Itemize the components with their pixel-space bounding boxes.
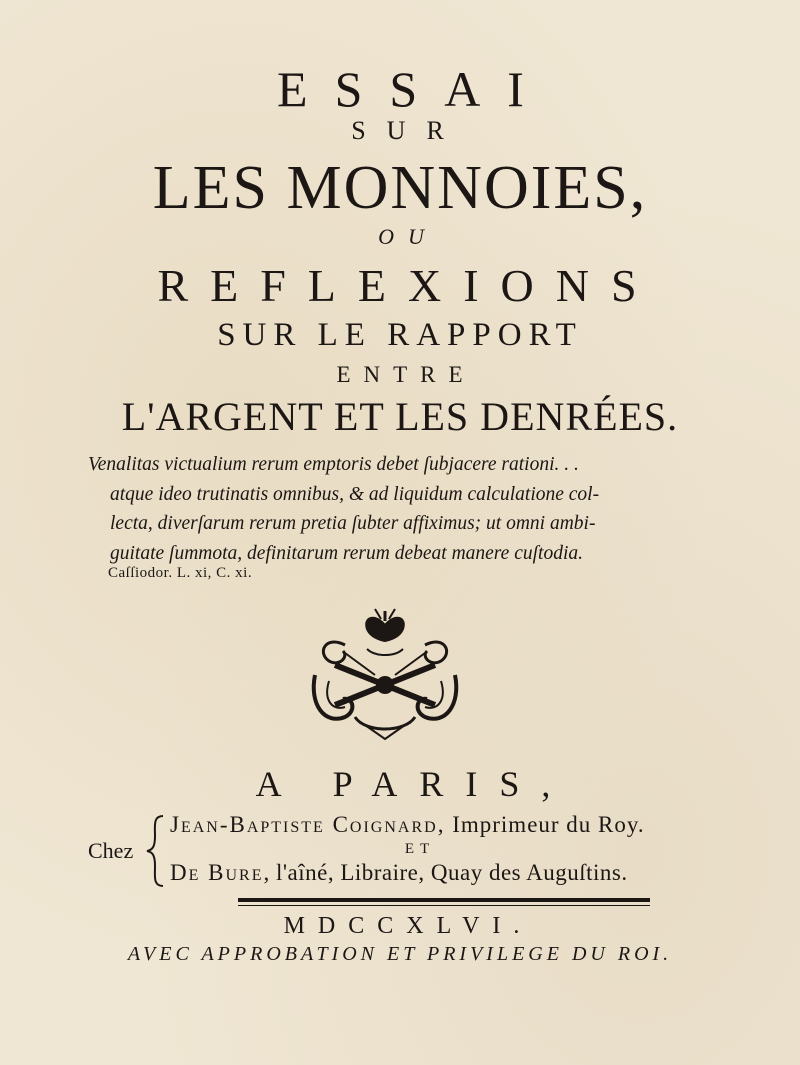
publisher-role: , l'aîné, Libraire, Quay des Auguſtins. — [263, 860, 628, 885]
title-argent: L'ARGENT ET LES DENRÉES. — [121, 394, 679, 439]
publisher-name: Jean-Baptiste Coignard, — [170, 812, 446, 837]
epigraph — [88, 450, 688, 568]
imprint-et: ET — [404, 841, 436, 857]
title-ou: OU — [378, 224, 438, 249]
publisher-coignard — [170, 812, 645, 838]
publisher-role: Imprimeur du Roy. — [445, 812, 645, 837]
imprint-approbation: AVEC APPROBATION ET PRIVILEGE DU ROI. — [127, 943, 673, 965]
title-sur: SUR — [351, 116, 465, 145]
imprint-place: A PARIS, — [255, 764, 573, 804]
imprint-date: MDCCXLVI. — [283, 913, 533, 939]
double-rule-thin — [238, 905, 650, 906]
title-entre: ENTRE — [336, 362, 476, 387]
publisher-de-bure — [170, 860, 628, 886]
epigraph-line: atque ideo trutinatis omnibus, & ad liquidum calculatione col- — [110, 483, 600, 505]
imprint-chez: Chez — [88, 838, 134, 863]
epigraph-line: Venalitas victualium rerum emptoris debet ſubjacere rationi. . . — [88, 454, 579, 475]
title-essai: ESSAI — [277, 61, 551, 117]
epigraph-citation: Caſſiodor. L. xi, C. xi. — [108, 565, 253, 581]
double-rule-thick — [238, 898, 650, 902]
epigraph-line: lecta, diverſarum rerum pretia ſubter affiximus; ut omni ambi- — [110, 513, 596, 534]
title-sur-le-rapport: SUR LE RAPPORT — [217, 317, 583, 353]
title-main: LES MONNOIES, — [152, 154, 648, 222]
publisher-name: De Bure — [170, 860, 264, 885]
printers-ornament-icon — [305, 605, 465, 745]
title-reflexions: REFLEXIONS — [157, 260, 659, 311]
epigraph-line: guitate ſummota, definitarum rerum debeat manere cuſtodia. — [110, 542, 583, 564]
